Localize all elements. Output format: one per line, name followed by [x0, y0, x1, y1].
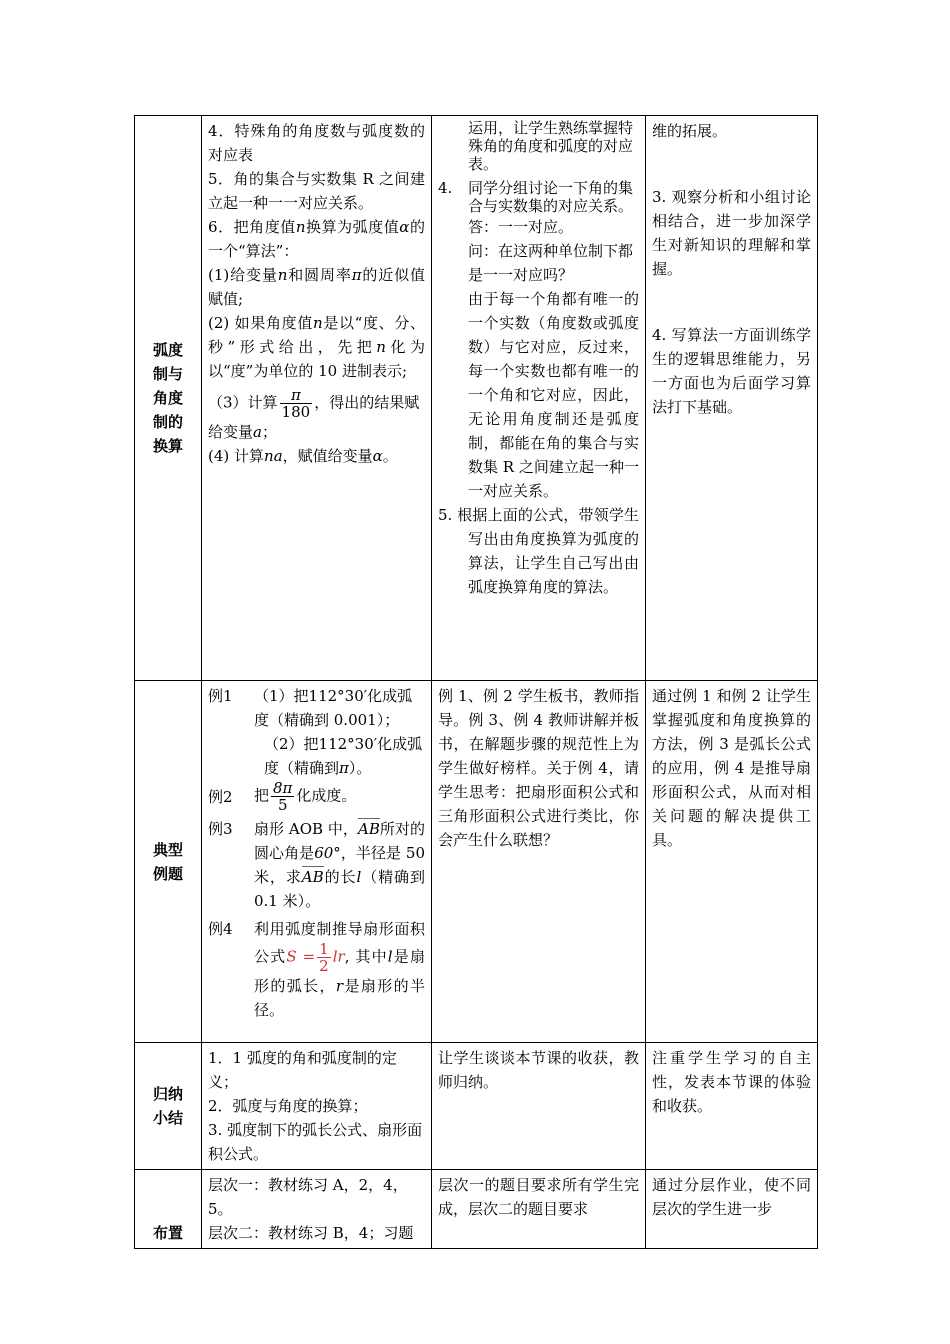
- summary-line: 1．1 弧度的角和弧度制的定义；: [208, 1049, 397, 1091]
- teacher-cell-conversion: [432, 116, 646, 681]
- summary-line: 3. 弧度制下的弧长公式、扇形面积公式。: [208, 1121, 423, 1163]
- teacher-cell-summary: [432, 1043, 646, 1170]
- algorithm-step: (1)给变量n和圆周率π的近似值赋值;: [208, 266, 425, 308]
- content-cell-examples: [202, 681, 432, 1043]
- teacher-line: 运用，让学生熟练掌握特殊角的角度和弧度的对应表。: [468, 119, 634, 173]
- table-row-conversion: [135, 116, 818, 681]
- homework-line: 层次二：教材练习 B，4；习题: [208, 1224, 414, 1242]
- algorithm-step: (2) 如果角度值n是以“度、分、秒”形式给出，先把n化为以“度”为单位的 10 进制表示;: [208, 314, 425, 380]
- content-line: 4．特殊角的角度数与弧度数的对应表: [208, 122, 425, 164]
- table-row-homework: [135, 1170, 818, 1249]
- algorithm-step: (4) 计算na，赋值给变量α。: [208, 447, 398, 465]
- example-3: 例3 扇形 AOB 中，AB所对的圆心角是60°，半径是 50 米，求AB的长l（精确到 0.1 米）。: [208, 820, 425, 910]
- design-text: 通过例 1 和例 2 让学生掌握弧度和角度换算的方法，例 3 是弧长公式的应用，例 4 是推导扇形面积公式，从而对相关问题的解决提供工具。: [652, 687, 811, 849]
- design-line: 4. 写算法一方面训练学生的逻辑思维能力，另一方面也为后面学习算法打下基础。: [652, 326, 811, 416]
- fraction-pi-over-180: $\frac{\pi}{180}$: [281, 386, 311, 421]
- example-2: 例2 把 $\frac{8\pi}{5}$ 化成度。: [208, 779, 357, 814]
- content-cell-conversion: [202, 116, 432, 681]
- content-cell-homework: [202, 1170, 432, 1249]
- example-1: 例1 （1）把112°30′化成弧度（精确到 0.001）； （2）把112°30′化成弧度（精确到π）。: [208, 687, 423, 777]
- teacher-line: 由于每一个角都有唯一的一个实数（角度数或弧度数）与它对应，反过来，每一个实数也都有唯一的一个角和它对应，因此，无论用角度制还是弧度制，都能在角的集合与实数集 R 之间建立起一种一一对应关系。: [468, 290, 639, 500]
- teacher-text: 层次一的题目要求所有学生完成，层次二的题目要求: [438, 1176, 639, 1218]
- table-row-examples: [135, 681, 818, 1043]
- content-line: 6．把角度值n换算为弧度值α的一个“算法”：: [208, 218, 425, 260]
- row-head-homework: 布置: [135, 1170, 202, 1249]
- fraction-8pi-over-5: $\frac{8\pi}{5}$: [273, 779, 293, 814]
- teacher-cell-examples: [432, 681, 646, 1043]
- design-text: 注重学生学习的自主性，发表本节课的体验和收获。: [652, 1049, 811, 1115]
- teacher-text: 例 1、例 2 学生板书，教师指导。例 3、例 4 教师讲解并板书，在解题步骤的规范性上为学生做好榜样。关于例 4，请学生思考：把扇形面积公式和三角形面积公式进行类比，你会产生什么联想？: [438, 687, 639, 849]
- teacher-line: 4. 同学分组讨论一下角的集合与实数集的对应关系。: [438, 179, 634, 215]
- row-head-summary: 归纳小结: [135, 1043, 202, 1170]
- teacher-line: 5. 根据上面的公式，带领学生写出由角度换算为弧度的算法，让学生自己写出由弧度换算角度的算法。: [438, 506, 639, 596]
- table-row-summary: [135, 1043, 818, 1170]
- example-4: 例4 利用弧度制推导扇形面积公式S = $\frac{1}{2}$ lr, 其中l是扇形的弧长，r是扇形的半径。: [208, 920, 425, 1019]
- teacher-text: 让学生谈谈本节课的收获，教师归纳。: [438, 1049, 639, 1091]
- row-head-examples: 典型例题: [135, 681, 202, 1043]
- design-cell-homework: [646, 1170, 818, 1249]
- arc-ab-symbol: AB: [301, 868, 324, 886]
- row-head-conversion: 弧度制与角度制的换算: [135, 116, 202, 681]
- design-cell-conversion: [646, 116, 818, 681]
- design-cell-examples: [646, 681, 818, 1043]
- summary-line: 2．弧度与角度的换算；: [208, 1097, 368, 1115]
- design-line: 维的拓展。: [652, 122, 728, 140]
- design-cell-summary: [646, 1043, 818, 1170]
- teacher-line: 问：在这两种单位制下都是一一对应吗？: [468, 242, 634, 284]
- design-line: 3. 观察分析和小组讨论相结合，进一步加深学生对新知识的理解和掌握。: [652, 188, 811, 278]
- algorithm-step: （3）计算 $\frac{\pi}{180}$ ，得出的结果赋给变量a；: [208, 386, 420, 441]
- lesson-plan-table: [134, 115, 818, 1249]
- teacher-line: 答：一一对应。: [468, 218, 574, 236]
- fraction-one-half: $\frac{1}{2}$: [319, 940, 329, 975]
- arc-ab-symbol: AB: [357, 820, 380, 838]
- content-line: 5．角的集合与实数集 R 之间建立起一种一一对应关系。: [208, 170, 425, 212]
- homework-line: 层次一：教材练习 A，2，4，5。: [208, 1176, 408, 1218]
- teacher-cell-homework: [432, 1170, 646, 1249]
- design-text: 通过分层作业，使不同层次的学生进一步: [652, 1176, 811, 1218]
- content-cell-summary: [202, 1043, 432, 1170]
